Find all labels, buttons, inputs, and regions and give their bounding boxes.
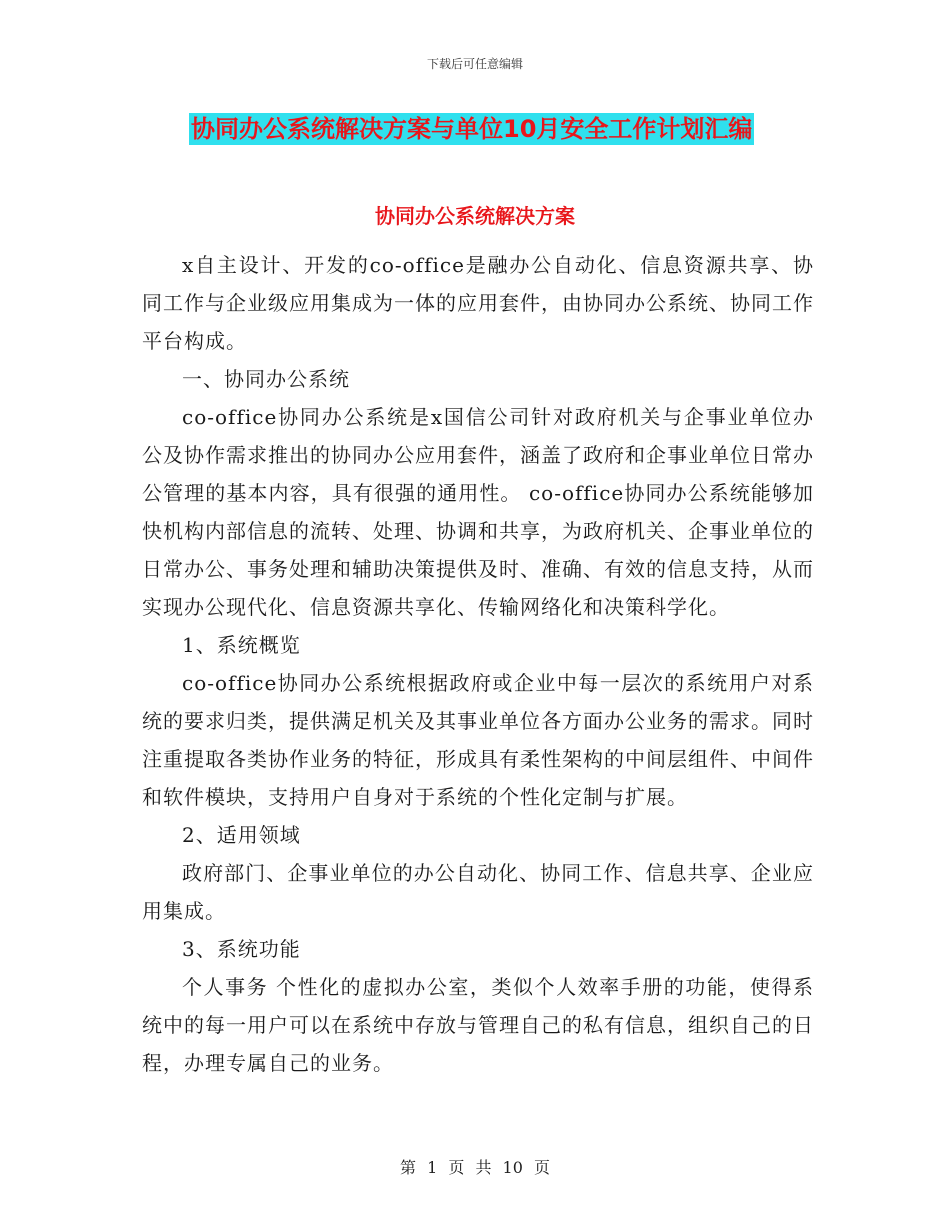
body-text — [142, 246, 814, 1082]
paragraph-system-description: co-office协同办公系统是x国信公司针对政府机关与企事业单位办公及协作需求推出的协同办公应用套件，涵盖了政府和企事业单位日常办公管理的基本内容，具有很强的通用性。 co-office协同办公系统能够加快机构内部信息的流转、处理、协调和共享，为政府机关、企事业单位的日常办公、事务处理和辅助决策提供及时、准确、有效的信息支持，从而实现办公现代化、信息资源共享化、传输网络化和决策科学化。 — [142, 405, 814, 619]
heading-coordinated-office-system: 一、协同办公系统 — [182, 367, 350, 391]
heading-system-overview: 1、系统概览 — [182, 633, 301, 657]
document-title: 协同办公系统解决方案与单位10月安全工作计划汇编 — [191, 115, 753, 143]
heading-system-functions: 3、系统功能 — [182, 937, 301, 961]
section-title: 协同办公系统解决方案 — [375, 204, 575, 228]
paragraph-application-areas: 政府部门、企事业单位的办公自动化、协同工作、信息共享、企业应用集成。 — [142, 861, 814, 923]
heading-application-areas: 2、适用领域 — [182, 823, 301, 847]
header-note: 下载后可任意编辑 — [426, 57, 523, 71]
paragraph-intro: x自主设计、开发的co-office是融办公自动化、信息资源共享、协同工作与企业级应用集成为一体的应用套件，由协同办公系统、协同工作平台构成。 — [142, 253, 814, 353]
page-footer: 第 1 页 共 10 页 — [400, 1158, 550, 1177]
paragraph-personal-affairs: 个人事务 个性化的虚拟办公室，类似个人效率手册的功能，使得系统中的每一用户可以在系统中存放与管理自己的私有信息，组织自己的日程，办理专属自己的业务。 — [142, 975, 814, 1075]
paragraph-system-overview: co-office协同办公系统根据政府或企业中每一层次的系统用户对系统的要求归类，提供满足机关及其事业单位各方面办公业务的需求。同时注重提取各类协作业务的特征，形成具有柔性架构的中间层组件、中间件和软件模块，支持用户自身对于系统的个性化定制与扩展。 — [142, 671, 814, 809]
